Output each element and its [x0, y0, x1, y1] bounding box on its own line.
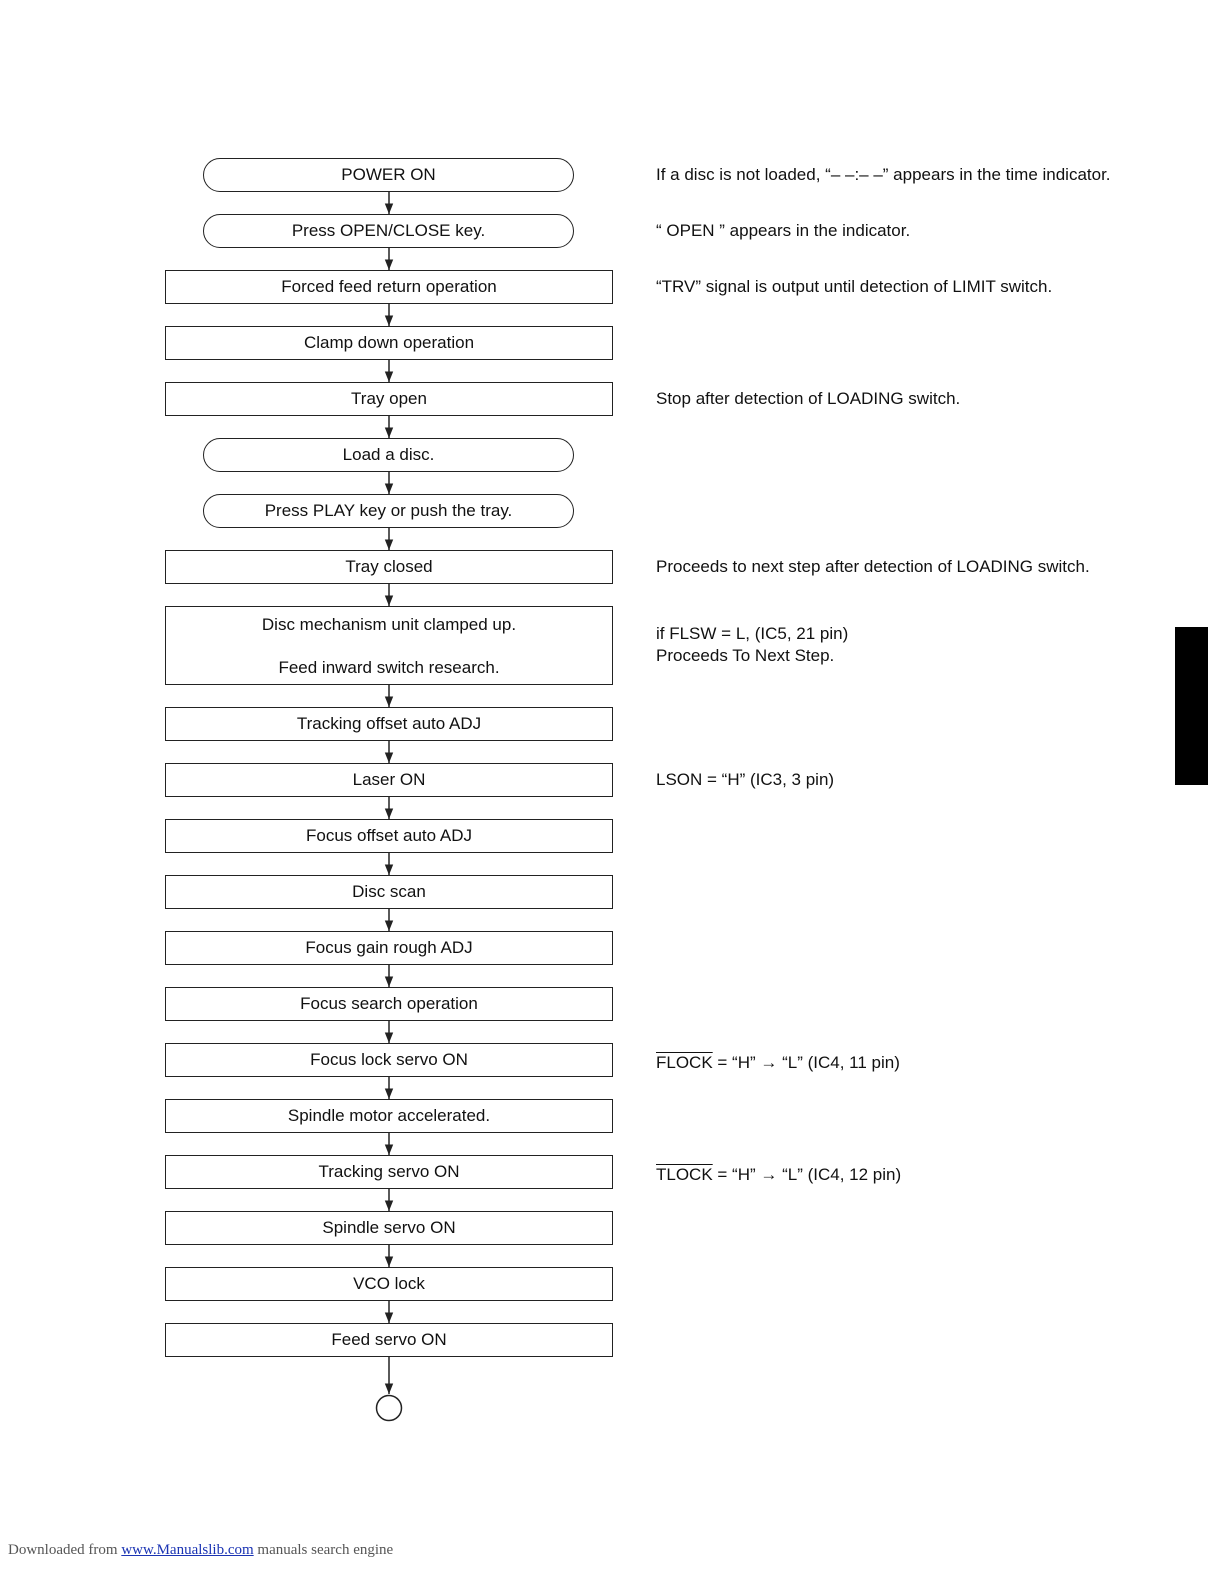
footer-prefix: Downloaded from: [8, 1542, 118, 1558]
flock-signal-name: FLOCK: [656, 1053, 713, 1072]
note-power-on: If a disc is not loaded, “– –:– –” appears in the time indicator.: [656, 165, 1111, 184]
step-press-play: [203, 494, 574, 528]
off-page-connector: [377, 1396, 402, 1421]
note-flsw-line2: Proceeds To Next Step.: [656, 646, 835, 665]
step-tray-closed: [165, 550, 613, 584]
step-label: Tray closed: [345, 557, 433, 577]
step-label: Focus lock servo ON: [310, 1050, 468, 1070]
step-label-line1: Disc mechanism unit clamped up.: [261, 615, 517, 634]
step-laser-on: [165, 763, 613, 797]
section-tab-marker: [1175, 627, 1208, 785]
step-feed-servo: [165, 1323, 613, 1357]
step-load-disc: [203, 438, 574, 472]
note-forced-feed: “TRV” signal is output until detection of LIMIT switch.: [656, 277, 1053, 296]
step-label: Focus gain rough ADJ: [305, 938, 473, 958]
step-clamped-up: [165, 606, 613, 685]
step-clamp-down: [165, 326, 613, 360]
footer-link[interactable]: www.Manualslib.com: [121, 1542, 254, 1558]
step-label: POWER ON: [341, 165, 436, 185]
note-laser-on: LSON = “H” (IC3, 3 pin): [656, 770, 835, 789]
step-label: Clamp down operation: [303, 333, 475, 353]
step-forced-feed-return: [165, 270, 613, 304]
tlock-signal-transition: = “H” → “L” (IC4, 12 pin): [712, 1165, 902, 1184]
step-label: VCO lock: [353, 1274, 425, 1294]
note-flsw-line1: if FLSW = L, (IC5, 21 pin): [656, 624, 849, 643]
step-focus-offset-adj: [165, 819, 613, 853]
step-label: Focus search operation: [300, 994, 478, 1014]
step-vco-lock: [165, 1267, 613, 1301]
note-tray-open: Stop after detection of LOADING switch.: [656, 389, 961, 408]
step-spindle-accelerated: [165, 1099, 613, 1133]
step-focus-lock-servo: [165, 1043, 613, 1077]
note-open-close: “ OPEN ” appears in the indicator.: [656, 221, 911, 240]
step-label: Load a disc.: [342, 445, 435, 465]
note-flock: [656, 1052, 900, 1074]
note-tlock: [656, 1164, 901, 1186]
step-press-open-close: [203, 214, 574, 248]
step-label: Tracking offset auto ADJ: [296, 714, 482, 734]
step-tracking-offset-adj: [165, 707, 613, 741]
step-label-line2: Feed inward switch research.: [278, 657, 500, 677]
step-label: Press PLAY key or push the tray.: [264, 501, 513, 521]
note-flsw: [656, 623, 848, 667]
step-label: Spindle servo ON: [322, 1218, 456, 1238]
step-focus-gain-adj: [165, 931, 613, 965]
step-spindle-servo: [165, 1211, 613, 1245]
step-label: Forced feed return operation: [281, 277, 497, 297]
step-label: Focus offset auto ADJ: [306, 826, 472, 846]
step-tracking-servo: [165, 1155, 613, 1189]
step-label: Press OPEN/CLOSE key.: [291, 221, 486, 241]
tlock-signal-name: TLOCK: [656, 1165, 713, 1184]
step-label: Tray open: [351, 389, 427, 409]
step-disc-scan: [165, 875, 613, 909]
footer: [8, 1542, 393, 1559]
step-label: Spindle motor accelerated.: [287, 1106, 491, 1126]
step-label: Tracking servo ON: [318, 1162, 460, 1182]
step-tray-open: [165, 382, 613, 416]
step-label: Laser ON: [352, 770, 426, 790]
step-power-on: [203, 158, 574, 192]
step-label: Disc scan: [352, 882, 426, 902]
step-label: Feed servo ON: [331, 1330, 447, 1350]
note-tray-closed: Proceeds to next step after detection of LOADING switch.: [656, 557, 1090, 576]
footer-suffix: manuals search engine: [257, 1542, 394, 1558]
flock-signal-transition: = “H” → “L” (IC4, 11 pin): [712, 1053, 900, 1072]
step-focus-search: [165, 987, 613, 1021]
